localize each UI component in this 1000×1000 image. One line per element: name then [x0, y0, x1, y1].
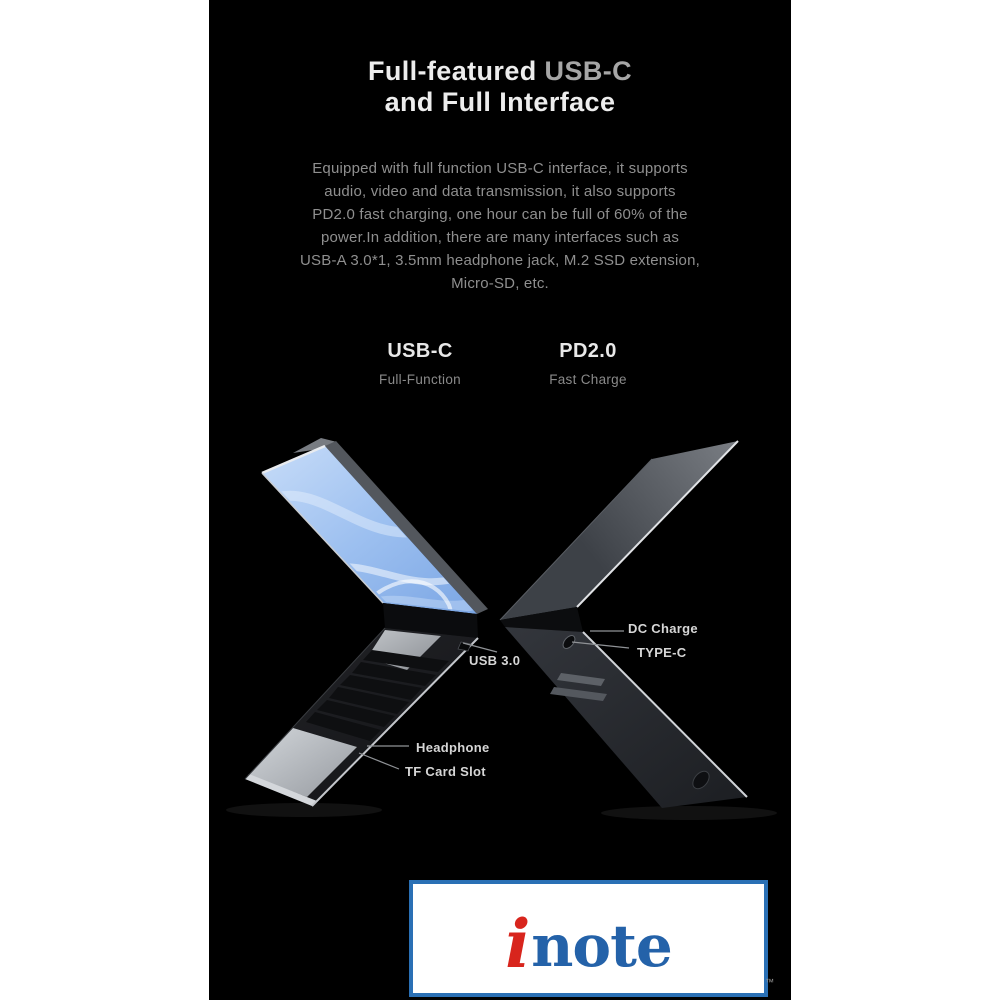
callout-headphone: Headphone	[416, 740, 490, 755]
trademark-symbol: ™	[765, 977, 774, 987]
left-laptop-shadow	[226, 803, 382, 817]
right-laptop	[500, 441, 747, 808]
brand-logo-box	[409, 880, 768, 997]
callout-line-tf-card	[359, 753, 399, 769]
description	[209, 157, 791, 295]
feature-usbc-name: USB-C	[387, 340, 453, 362]
callout-usb-3-0: USB 3.0	[469, 653, 521, 668]
laptops-illustration	[209, 420, 791, 820]
right-laptop-shadow	[601, 806, 777, 820]
title-line-1	[209, 56, 791, 87]
callout-tf-card-slot: TF Card Slot	[405, 764, 486, 779]
callout-type-c: TYPE-C	[637, 645, 687, 660]
title-line-2: and Full Interface	[384, 87, 616, 117]
feature-pd20-name: PD2.0	[559, 340, 617, 362]
feature-pd20-subtitle: Fast Charge	[549, 372, 627, 387]
feature-pd20	[513, 340, 663, 387]
title-part-1: Full-featured	[367, 56, 545, 86]
description-line: Equipped with full function USB-C interface, it supports	[312, 160, 688, 177]
right-laptop-lid	[500, 441, 738, 620]
description-line: audio, video and data transmission, it also supports	[324, 183, 676, 200]
black-panel	[209, 0, 791, 1000]
description-line: USB-A 3.0*1, 3.5mm headphone jack, M.2 SSD extension,	[300, 252, 700, 269]
brand-logo-i: i	[505, 905, 531, 983]
feature-usbc-subtitle: Full-Function	[379, 372, 461, 387]
description-line: Micro-SD, etc.	[451, 275, 549, 292]
title-part-usbc: USB-C	[544, 56, 633, 86]
callout-dc-charge: DC Charge	[628, 621, 698, 636]
brand-logo-name: note	[531, 912, 672, 980]
page-title	[209, 56, 791, 118]
feature-usbc	[345, 340, 495, 387]
description-line: PD2.0 fast charging, one hour can be full of 60% of the	[312, 206, 688, 223]
description-line: power.In addition, there are many interfaces such as	[320, 229, 680, 246]
right-laptop-base	[505, 627, 747, 808]
